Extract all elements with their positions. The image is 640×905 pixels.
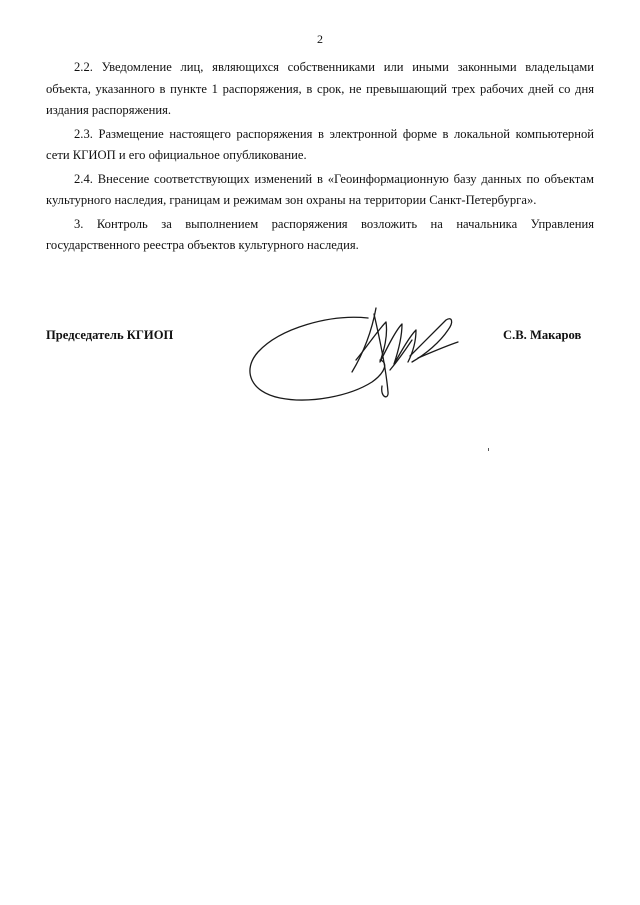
signatory-name: С.В. Макаров — [503, 328, 582, 342]
paragraph-2-3: 2.3. Размещение настоящего распоряжения в электронной форме в локальной компьютерной сети КГИОП и его официальное опубликование. — [46, 126, 594, 162]
paragraph-2-2: 2.2. Уведомление лиц, являющихся собственниками или иными законными владельцами объекта, указанного в пункте 1 распоряжения, в срок, не превышающий трех рабочих дней со дня издания распоряжения. — [46, 60, 594, 117]
signatory-position: Председатель КГИОП — [46, 328, 174, 342]
document-body — [46, 57, 594, 259]
handwritten-signature — [240, 300, 480, 420]
paragraph-3: 3. Контроль за выполнением распоряжения возложить на начальника Управления государственного реестра объектов культурного наследия. — [46, 216, 594, 252]
paragraph-2-4: 2.4. Внесение соответствующих изменений в «Геоинформационную базу данных по объектам культурного наследия, границам и режимам зон охраны на территории Санкт-Петербурга». — [46, 171, 594, 207]
page-number: 2 — [317, 32, 323, 46]
scan-speck — [488, 448, 489, 451]
